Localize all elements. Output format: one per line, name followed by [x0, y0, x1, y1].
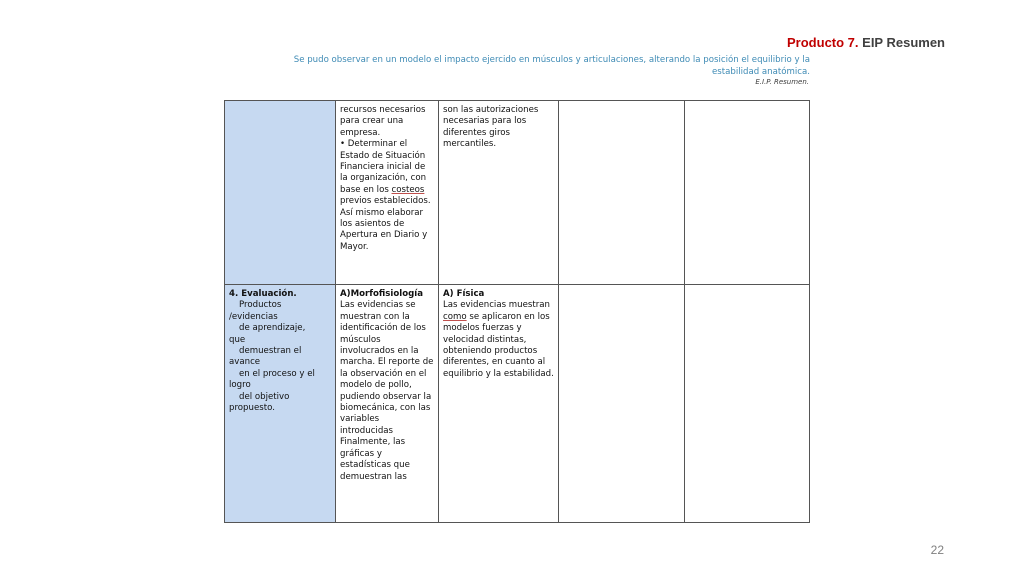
phase-line: avance: [229, 357, 261, 368]
phase-line: /evidencias: [229, 311, 278, 322]
slide-title: [787, 35, 945, 50]
slide-subtitle: Se pudo observar en un modelo el impacto ejercido en músculos y articulaciones, alterando la posición el equilibrio y la estabilidad anatómica.: [293, 55, 810, 77]
title-product-label: Producto 7.: [787, 35, 859, 50]
table-cell-activities: [336, 285, 439, 523]
table-cell-empty: [685, 101, 810, 285]
cell-text: [443, 300, 554, 380]
table-cell-activities: [336, 101, 439, 285]
table-cell-empty: [685, 285, 810, 523]
table-cell-phase: [225, 101, 336, 285]
phase-line: Productos: [239, 300, 282, 311]
phase-heading: 4. Evaluación.: [229, 289, 297, 299]
phase-line: propuesto.: [229, 403, 275, 414]
cell-text: Las evidencias se muestran con la identificación de los músculos involucrados en la marcha. El reporte de la observación en el modelo de pollo, pudiendo observar la biomecánica, con las variables introducidas Finalmente, las gráficas y estadísticas que demuestran las: [340, 300, 434, 482]
title-name: EIP Resumen: [858, 35, 945, 50]
phase-line: que: [229, 334, 246, 345]
cell-text-part: Las evidencias muestran: [443, 300, 550, 311]
cell-heading: A)Morfofisiología: [340, 289, 423, 299]
phase-line: en el proceso y el: [239, 368, 315, 379]
cell-text: • Determinar el Estado de Situación Financiera inicial de la organización, con base en los: [340, 139, 427, 195]
table-cell-empty: [559, 101, 685, 285]
phase-line: logro: [229, 380, 251, 391]
table-cell-empty: [559, 285, 685, 523]
phase-line: de aprendizaje,: [239, 323, 306, 334]
phase-line: del objetivo: [239, 391, 290, 402]
table-row: [225, 101, 810, 285]
cell-text-part: se aplicaron en los modelos fuerzas y velocidad distintas, obteniendo productos diferentes, en cuanto al equilibrio y la estabilidad.: [443, 311, 554, 379]
underlined-word: costeos: [391, 184, 425, 195]
source-note: E.I.P. Resumen.: [755, 78, 809, 86]
phase-line: demuestran el: [239, 346, 302, 357]
planning-table: [224, 100, 810, 523]
page-number: 22: [930, 543, 944, 557]
underlined-word: como: [443, 311, 467, 322]
cell-heading: A) Física: [443, 289, 485, 299]
table-cell-description: son las autorizaciones necesarias para los diferentes giros mercantiles.: [439, 101, 559, 285]
cell-text: recursos necesarios para crear una empresa.: [340, 105, 426, 138]
table-row: [225, 285, 810, 523]
cell-text: previos establecidos. Así mismo elaborar los asientos de Apertura en Diario y Mayor.: [340, 196, 431, 252]
table-cell-phase: [225, 285, 336, 523]
table-cell-description: [439, 285, 559, 523]
